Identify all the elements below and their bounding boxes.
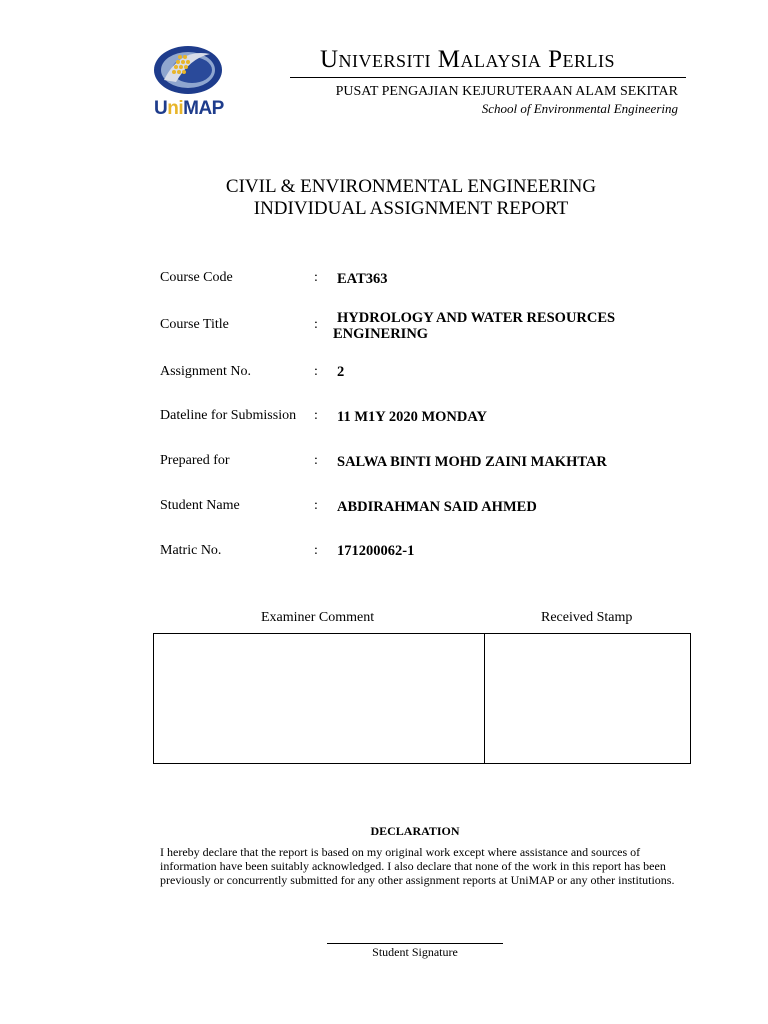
assignment-no-colon: : [314, 364, 318, 379]
dateline-label: Dateline for Submission [160, 408, 297, 423]
course-code-value: EAT363 [337, 271, 388, 287]
unimap-wordmark: UniMAP [154, 98, 224, 119]
university-name: Universiti Malaysia Perlis [320, 46, 616, 73]
school-name-english: School of Environmental Engineering [481, 101, 678, 116]
unimap-emblem-icon [150, 40, 226, 100]
course-code-colon: : [314, 270, 318, 285]
dateline-value: 11 M1Y 2020 MONDAY [337, 409, 487, 425]
matric-no-colon: : [314, 543, 318, 558]
course-title-colon: : [314, 317, 318, 332]
received-stamp-label: Received Stamp [541, 610, 633, 625]
student-name-colon: : [314, 498, 318, 513]
report-title-line-2: INDIVIDUAL ASSIGNMENT REPORT [253, 198, 569, 219]
prepared-for-colon: : [314, 453, 318, 468]
signature-line [327, 943, 503, 944]
prepared-for-value: SALWA BINTI MOHD ZAINI MAKHTAR [337, 454, 607, 470]
student-name-value: ABDIRAHMAN SAID AHMED [337, 499, 537, 515]
received-stamp-box [484, 633, 691, 764]
unimap-logo [150, 40, 226, 122]
declaration-text: I hereby declare that the report is based on my original work except where assistance and sources of information have been suitably acknowledged. I also declare that none of the work in this report has been previously or concurrently submitted for any other assignment reports at UniMAP or any other institutions. [160, 845, 675, 887]
report-title [0, 176, 768, 220]
school-name-malay: PUSAT PENGAJIAN KEJURUTERAAN ALAM SEKITAR [335, 84, 678, 99]
student-signature-label: Student Signature [372, 945, 458, 959]
examiner-comment-label: Examiner Comment [261, 610, 375, 625]
matric-no-label: Matric No. [160, 543, 222, 558]
course-code-label: Course Code [160, 270, 233, 285]
course-title-value-line-1: HYDROLOGY AND WATER RESOURCES [337, 310, 616, 326]
assignment-no-value: 2 [337, 364, 345, 380]
course-title-label: Course Title [160, 317, 229, 332]
report-title-line-1: CIVIL & ENVIRONMENTAL ENGINEERING [225, 176, 597, 197]
examiner-comment-box [153, 633, 485, 764]
dateline-colon: : [314, 408, 318, 423]
course-title-value-line-2: ENGINERING [333, 326, 429, 342]
header-divider [290, 77, 686, 78]
student-name-label: Student Name [160, 498, 240, 513]
assignment-no-label: Assignment No. [160, 364, 251, 379]
prepared-for-label: Prepared for [160, 453, 230, 468]
declaration-heading: DECLARATION [370, 824, 460, 838]
course-title-value [333, 310, 615, 342]
matric-no-value: 171200062-1 [337, 543, 415, 559]
